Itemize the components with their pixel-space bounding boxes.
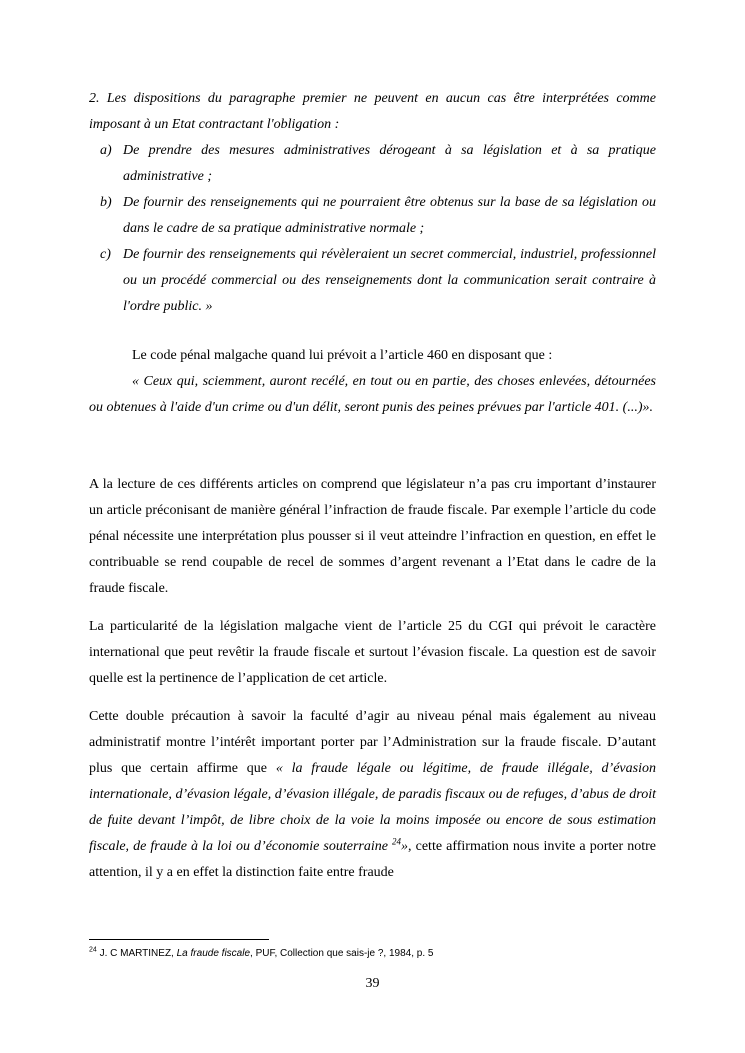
footnote xyxy=(89,947,433,961)
list-item-text: De fournir des renseignements qui ne pourraient être obtenus sur la base de sa législation ou dans le cadre de sa pratique administrative normale ; xyxy=(123,195,656,236)
list-item-text: De prendre des mesures administratives dérogeant à sa législation et à sa pratique administrative ; xyxy=(123,143,656,184)
paragraph-3-end: , cette affirmation nous invite a porter notre attention, il y a en effet la distinction faite entre fraude xyxy=(89,839,656,880)
footnote-number: 24 xyxy=(89,946,97,954)
list-marker: b) xyxy=(100,195,112,210)
paragraph-1: A la lecture de ces différents articles on comprend que législateur n’a pas cru important d’instaurer un article préconisant de manière général l’infraction de fraude fiscale. Par exemple l’article du code pénal nécessite une interprétation plus pousser si il veut atteindre l’infraction en question, en effet le contribuable se rend coupable de recel de sommes d’argent revenant a l’Etat dans le cadre de la fraude fiscale. xyxy=(89,477,656,596)
code-penal-intro: Le code pénal malgache quand lui prévoit a l’article 460 en disposant que : xyxy=(132,348,553,363)
page-number: 39 xyxy=(365,976,380,991)
list-marker: c) xyxy=(100,247,111,262)
paragraph-3 xyxy=(89,704,656,886)
code-penal-quote: « Ceux qui, sciemment, auront recélé, en tout ou en partie, des choses enlevées, détournées ou obtenues à l'aide d'un crime ou d'un délit, seront punis des peines prévues par l'article 401. (...)». xyxy=(89,374,656,415)
paragraph-2: La particularité de la législation malgache vient de l’article 25 du CGI qui prévoit le caractère international que peut revêtir la fraude fiscale et surtout l’évasion fiscale. La question est de savoir quelle est la pertinence de l’application de cet article. xyxy=(89,619,656,686)
footnote-title: La fraude fiscale xyxy=(176,948,251,959)
list-item xyxy=(89,138,656,190)
list-marker: a) xyxy=(100,143,112,158)
paragraph-3-start: Cette double précaution à savoir la faculté d’agir au niveau pénal mais également au niveau administratif montre l’intérêt important porter par l’Administration sur la fraude fiscale. D’autant plus que certain affirme que xyxy=(89,709,656,776)
paragraph-3-quote: « la fraude légale ou légitime, de fraude illégale, d’évasion internationale, d’évasion légale, d’évasion illégale, de paradis fiscaux ou de refuges, d’abus de droit de fuite devant l’impôt, de libre choix de la voie la moins imposée ou encore de sous estimation fiscale, de fraude à la loi ou d’économie souterraine xyxy=(89,761,656,854)
footnote-rest: , PUF, Collection que sais-je ?, 1984, p. 5 xyxy=(250,948,434,959)
list-item-text: De fournir des renseignements qui révèleraient un secret commercial, industriel, professionnel ou un procédé commercial ou des renseignements dont la communication serait contraire à l'ordre public. » xyxy=(123,247,656,314)
para2-list xyxy=(89,138,656,320)
para2-intro: 2. Les dispositions du paragraphe premier ne peuvent en aucun cas être interprétées comme imposant à un Etat contractant l'obligation : xyxy=(89,91,656,132)
list-item xyxy=(89,242,656,320)
paragraph-3-quote-end: » xyxy=(401,839,409,854)
list-item xyxy=(89,190,656,242)
footnote-separator xyxy=(89,939,269,940)
footnote-reference: 24 xyxy=(392,836,402,847)
footnote-author: J. C MARTINEZ, xyxy=(96,948,177,959)
